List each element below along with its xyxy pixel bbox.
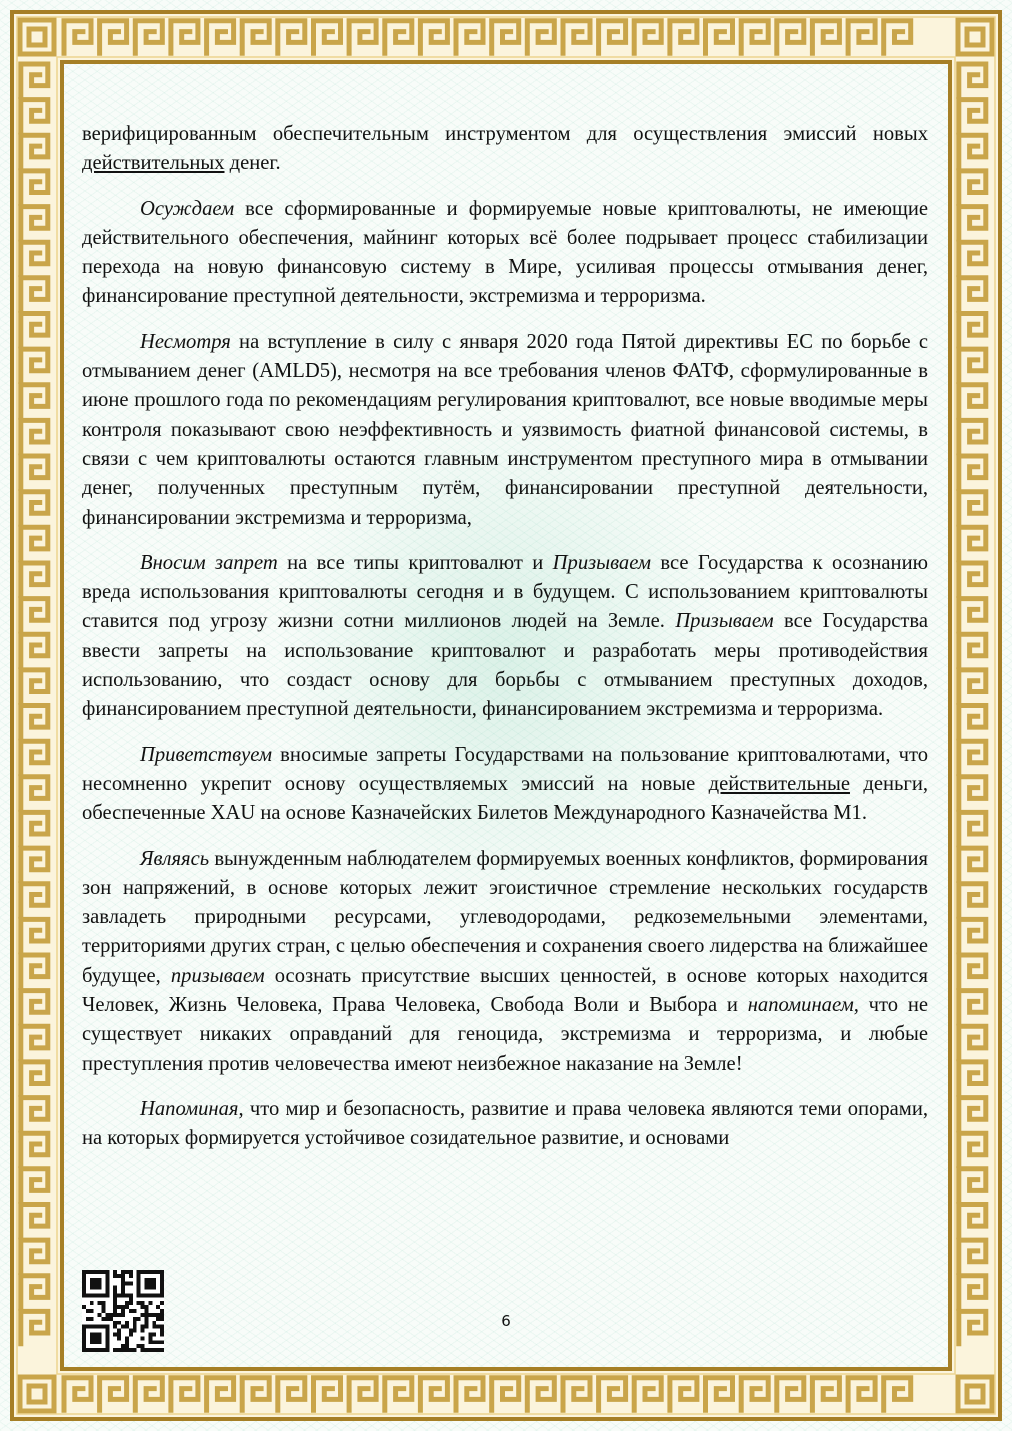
page-number: 6 <box>501 1312 511 1330</box>
paragraph-1: верифицированным обеспечительным инструментом для осуществления эмиссий новых действительных денег. <box>82 123 928 175</box>
qr-code-icon[interactable] <box>82 1270 164 1352</box>
paragraph-5: Приветствуем вносимые запреты Государствами на пользование криптовалютами, что несомненно укрепит основу осуществляемых эмиссий на новые действительные деньги, обеспеченные XAU на основе Казначейских Билетов Международного Казначейства М1. <box>82 743 928 825</box>
paragraph-6: Являясь вынужденным наблюдателем формируемых военных конфликтов, формирования зон напряжений, в основе которых лежит эгоистичное стремление нескольких государств завладеть природными ресурсами, углеводородами, редкоземельными элементами, территориями других стран, с целью обеспечения и сохранения своего лидерства на ближайшее будущее, призываем осознать присутствие высших ценностей, в основе которых находится Человек, Жизнь Человека, Права Человека, Свобода Воли и Выбора и напоминаем, что не существует никаких оправданий для геноцида, экстремизма и терроризма, и любые преступления против человечества имеют неизбежное наказание на Земле! <box>82 847 928 1075</box>
document-body <box>82 120 928 1154</box>
paragraph-2: Осуждаем все сформированные и формируемые новые криптовалюты, не имеющие действительного обеспечения, майнинг которых всё более подрывает процесс стабилизации перехода на новую финансовую систему в Мире, усиливая процессы отмывания денег, финансирование преступной деятельности, экстремизма и терроризма. <box>82 197 928 308</box>
paragraph-4: Вносим запрет на все типы криптовалют и Призываем все Государства к осознанию вреда использования криптовалюты сегодня и в будущем. С использованием криптовалюты ставится под угрозу жизни сотни миллионов людей на Земле. Призываем все Государства ввести запреты на использование криптовалют и разработать меры противодействия использованию, что создаст основу для борьбы с отмыванием преступных доходов, финансированием преступной деятельности, финансированием экстремизма и терроризма. <box>82 551 928 721</box>
paragraph-7: Напоминая, что мир и безопасность, развитие и права человека являются теми опорами, на которых формируется устойчивое созидательное развитие, и основами <box>82 1097 928 1150</box>
paragraph-3: Несмотря на вступление в силу с января 2020 года Пятой директивы ЕС по борьбе с отмыванием денег (AMLD5), несмотря на все требования членов ФАТФ, сформулированные в июне прошлого года по рекомендациям регулирования криптовалют, все новые вводимые меры контроля показывают свою неэффективность и уязвимость фиатной финансовой системы, в связи с чем криптовалюты остаются главным инструментом преступного мира в отмывании денег, полученных преступным путём, финансировании преступной деятельности, финансировании экстремизма и терроризма, <box>82 330 928 529</box>
